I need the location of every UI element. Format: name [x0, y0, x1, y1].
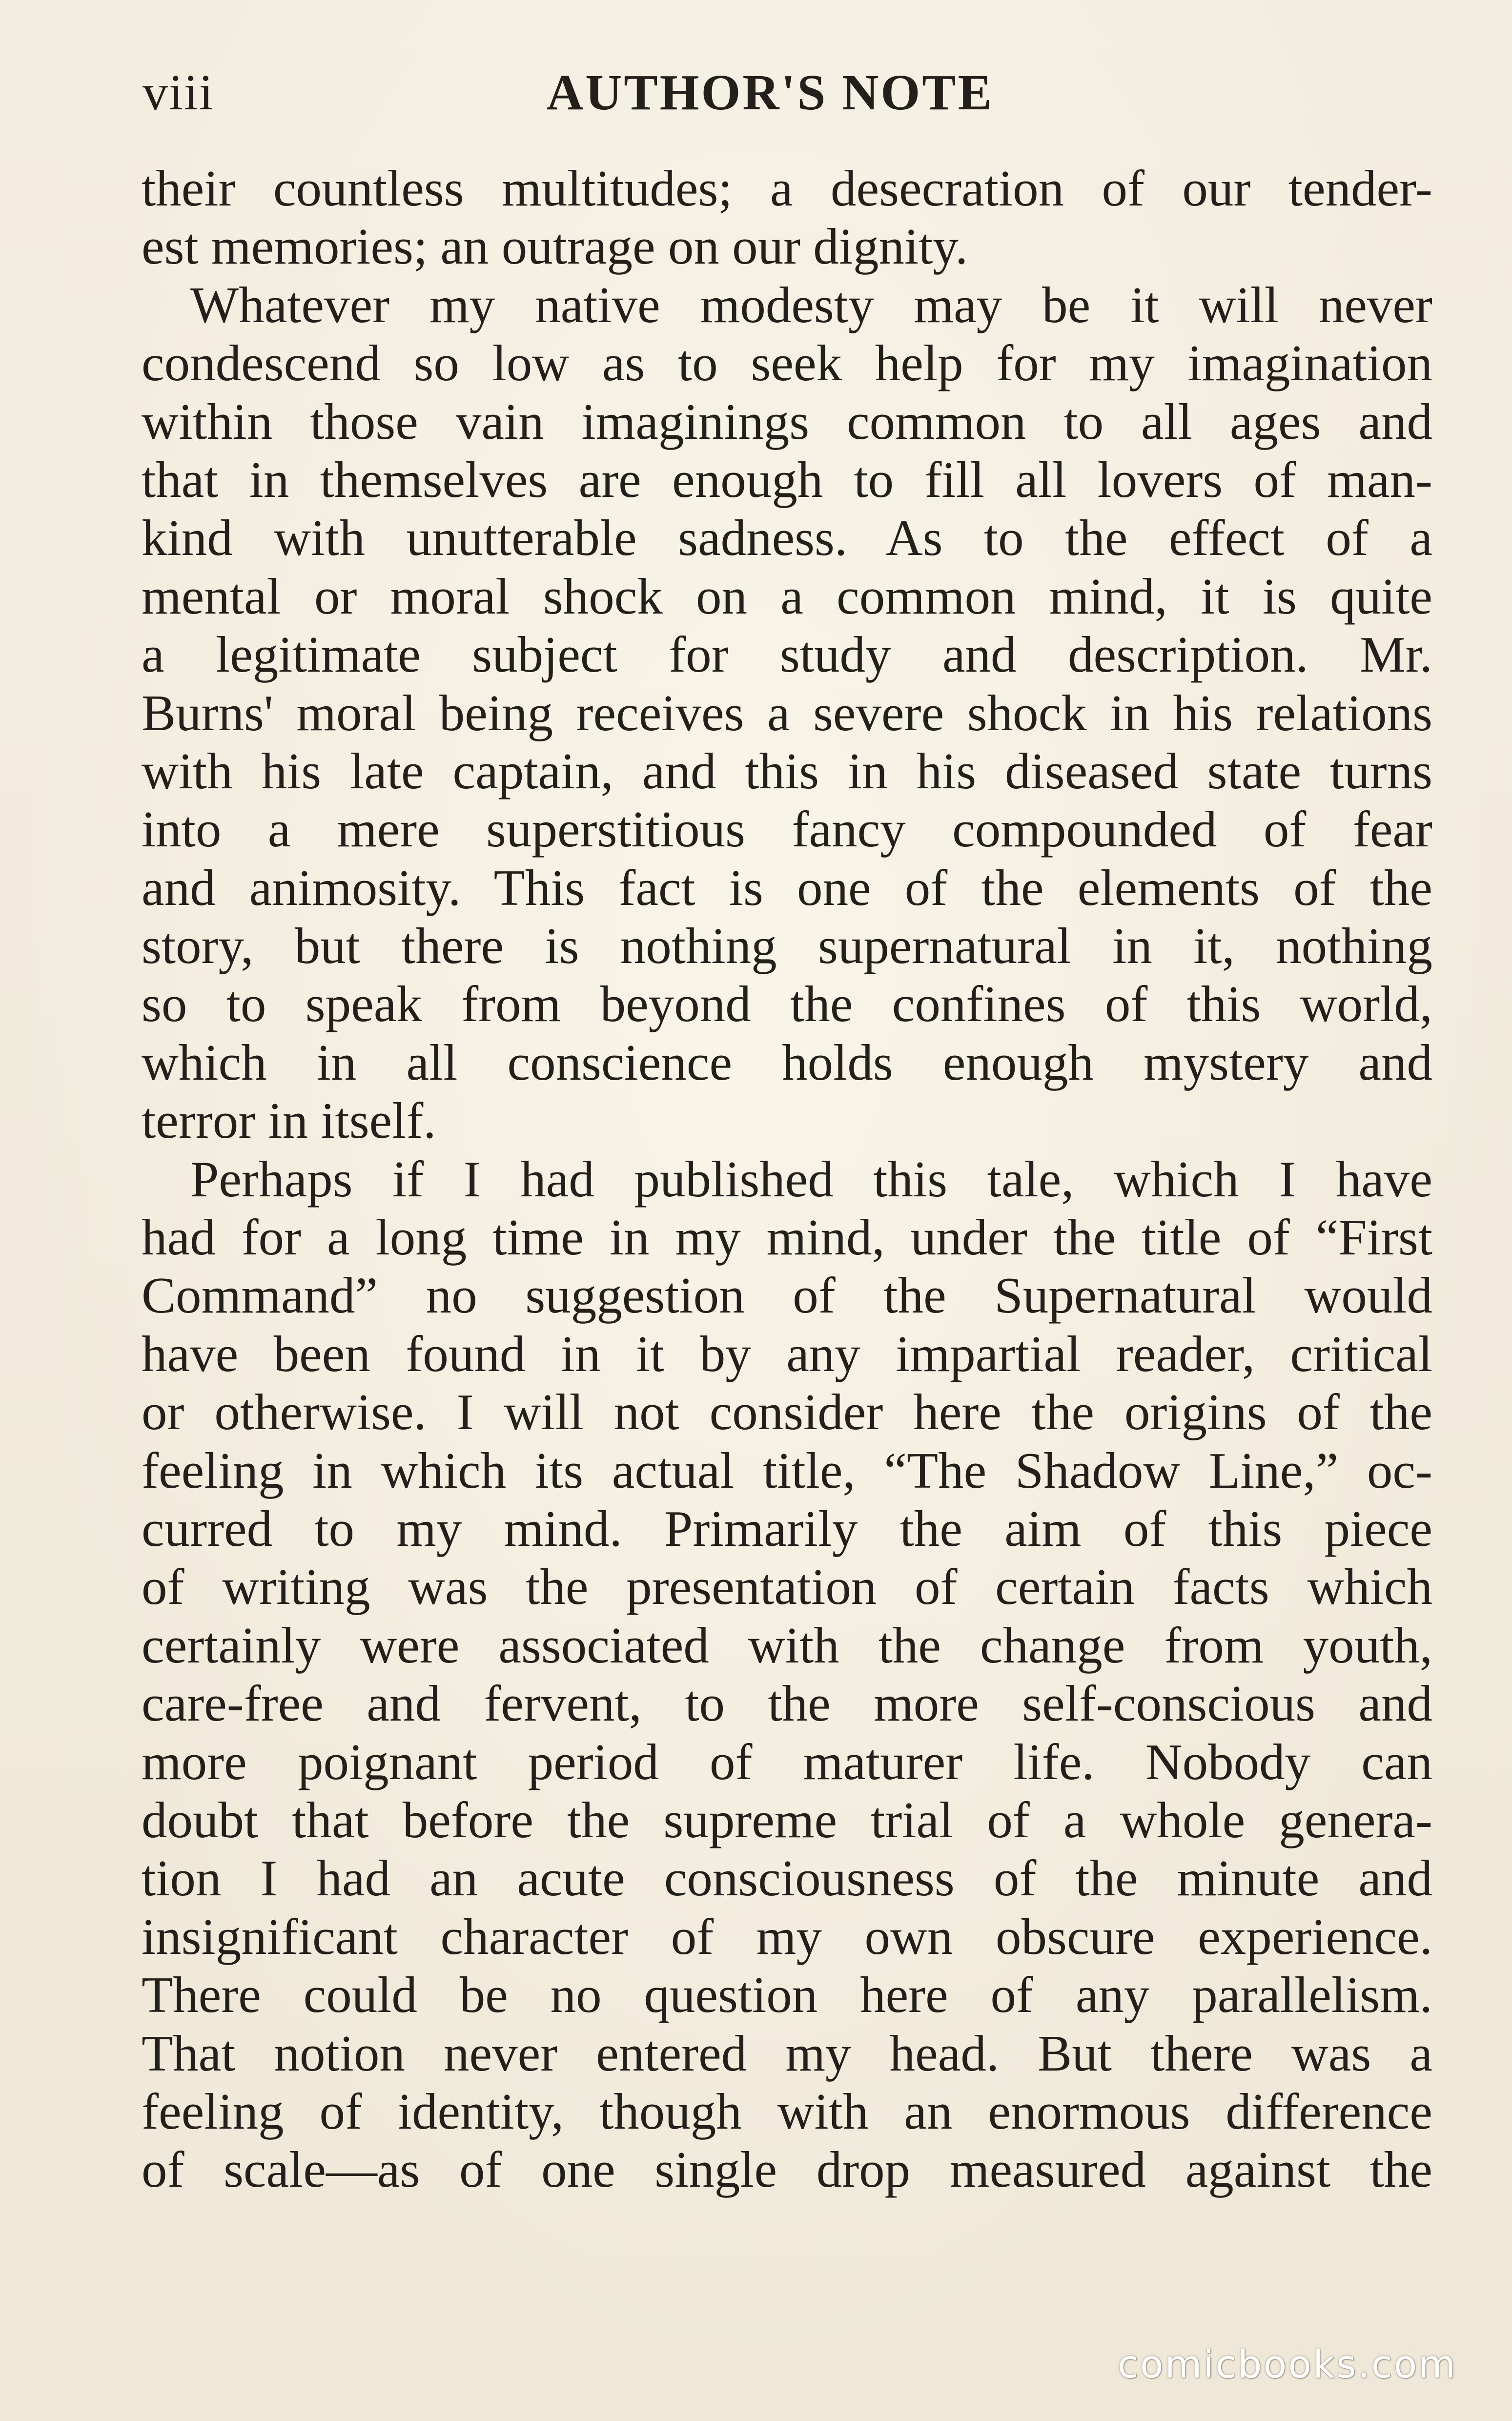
text-line: Command” no suggestion of the Supernatural would — [142, 1267, 1432, 1324]
text-line: into a mere superstitious fancy compounded of fear — [142, 800, 1432, 858]
text-line: their countless multitudes; a desecration of our tender- — [142, 160, 1432, 217]
text-line: Whatever my native modesty may be it will never — [190, 276, 1432, 333]
text-line: certainly were associated with the change from youth, — [142, 1616, 1432, 1674]
text-line: so to speak from beyond the confines of this world, — [142, 975, 1432, 1033]
text-line: a legitimate subject for study and description. Mr. — [142, 626, 1432, 683]
text-line: care-free and fervent, to the more self-conscious and — [142, 1675, 1432, 1732]
text-line: Burns' moral being receives a severe shock in his relations — [142, 684, 1432, 741]
text-line: of scale—as of one single drop measured against the — [142, 2141, 1432, 2198]
page-number: viii — [143, 64, 214, 121]
text-line: which in all conscience holds enough mystery and — [142, 1033, 1432, 1091]
text-line: and animosity. This fact is one of the elements of the — [142, 859, 1432, 916]
text-line: had for a long time in my mind, under the title of “First — [142, 1209, 1432, 1266]
text-line: within those vain imaginings common to all ages and — [142, 392, 1432, 450]
text-line: feeling of identity, though with an enormous difference — [142, 2082, 1432, 2140]
text-line: have been found in it by any impartial reader, critical — [142, 1325, 1432, 1382]
text-line: doubt that before the supreme trial of a whole genera- — [142, 1791, 1432, 1848]
running-head: AUTHOR'S NOTE — [547, 64, 994, 121]
watermark: comicbooks.com — [1118, 2343, 1457, 2387]
text-line: that in themselves are enough to fill all lovers of man- — [142, 451, 1432, 508]
body-text — [142, 159, 1432, 2199]
text-line: mental or moral shock on a common mind, it is quite — [142, 567, 1432, 625]
text-line: condescend so low as to seek help for my imagination — [142, 334, 1432, 392]
text-line: kind with unutterable sadness. As to the effect of a — [142, 509, 1432, 567]
text-line: That notion never entered my head. But there was a — [142, 2024, 1432, 2082]
text-line: curred to my mind. Primarily the aim of this piece — [142, 1499, 1432, 1557]
text-line: more poignant period of maturer life. Nobody can — [142, 1733, 1432, 1790]
text-line: with his late captain, and this in his diseased state turns — [142, 742, 1432, 800]
text-line: or otherwise. I will not consider here the origins of the — [142, 1383, 1432, 1441]
text-line: story, but there is nothing supernatural in it, nothing — [142, 917, 1432, 975]
text-line: Perhaps if I had published this tale, which I have — [190, 1150, 1432, 1208]
text-line: of writing was the presentation of certain facts which — [142, 1558, 1432, 1616]
text-line: insignificant character of my own obscure experience. — [142, 1908, 1432, 1965]
text-line: There could be no question here of any parallelism. — [142, 1966, 1432, 2024]
page-header — [0, 59, 1512, 127]
text-line: feeling in which its actual title, “The Shadow Line,” oc- — [142, 1441, 1432, 1499]
text-line: est memories; an outrage on our dignity. — [142, 218, 968, 275]
text-line: terror in itself. — [142, 1092, 436, 1149]
text-line: tion I had an acute consciousness of the minute and — [142, 1849, 1432, 1907]
